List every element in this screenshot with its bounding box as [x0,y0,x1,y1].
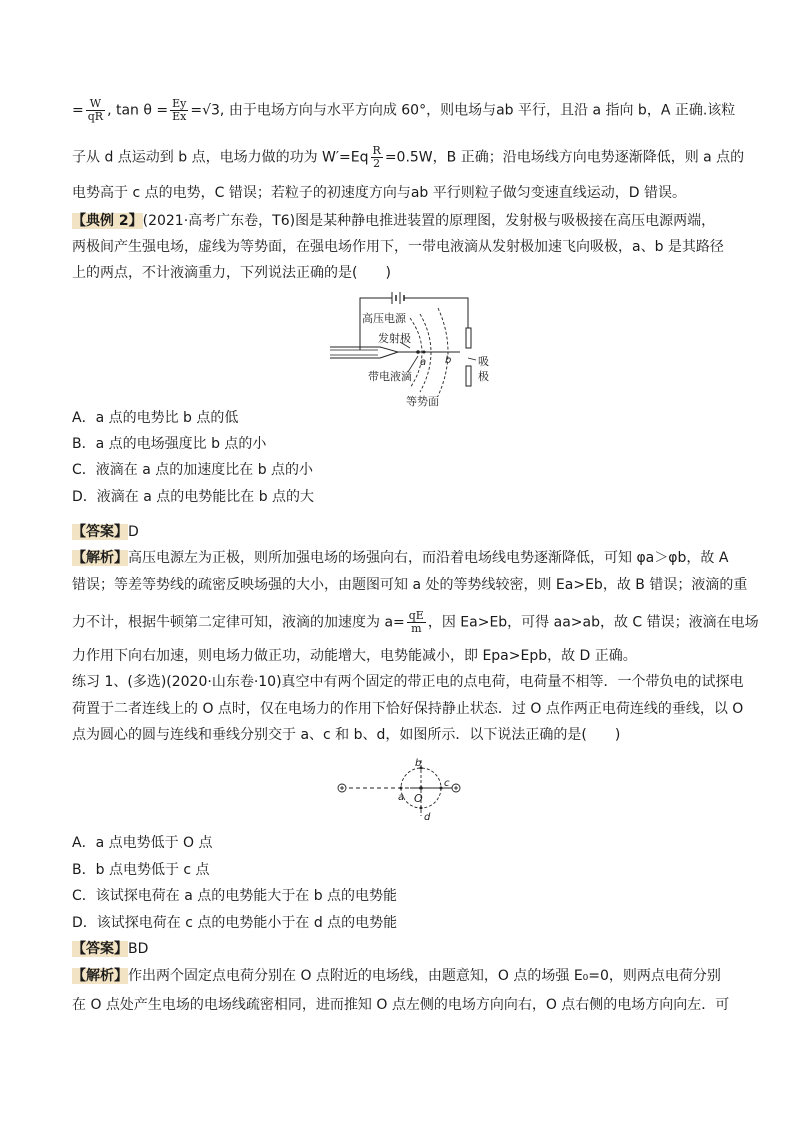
example2-line-2: 两极间产生强电场，虚线为等势面，在强电场作用下，一带电液滴从发射极加速飞向吸极，a、b 是其路径 [72,239,724,255]
label-a: a [398,792,405,803]
absorb-label-1: 吸 [478,355,489,368]
example2-line-3: 上的两点，不计液滴重力，下列说法正确的是( ) [72,265,391,281]
fraction-w-qr: $\frac{W}{qR}$ [87,97,104,123]
example2-option-a: A．a 点的电势比 b 点的低 [72,410,239,426]
example2-option-c: C．液滴在 a 点的加速度比在 b 点的小 [72,462,314,478]
exercise1-answer: 【答案】BD [72,941,149,957]
example2-option-d: D．液滴在 a 点的电势能比在 b 点的大 [72,489,315,505]
exercise1-option-c: C．该试探电荷在 a 点的电势能大于在 b 点的电势能 [72,888,398,904]
drop-label: 带电液滴 [368,370,412,383]
example2-answer: 【答案】D [72,524,139,540]
label-b: b [415,758,422,769]
example2-analysis-4: 力作用下向右加速，则电场力做正功，动能增大，电势能减小，即 Epa>Epb，故 D 正确。 [72,648,637,664]
exercise1-line-3: 点为圆心的圆与连线和垂线分别交于 a、c 和 b、d，如图所示．以下说法正确的是( ) [72,727,621,743]
emitter-label: 发射极 [378,332,411,345]
fraction-ey-ex: $\frac{Ey}{Ex}$ [172,97,187,123]
thruster-diagram [330,290,510,410]
example2-analysis-3: 力不计，根据牛顿第二定律可知，液滴的加速度为 a= $\frac{qE}{m}$ ，因 Ea>Eb，可得 aa>ab，故 C 错误；液滴在电场 [72,609,759,635]
eq-prefix: = [72,102,84,119]
point-a: a [420,357,427,368]
example2-analysis-1: 【解析】高压电源左为正极，则所加强电场的场强向右，而沿着电场线电势逐渐降低，可知 φa＞φb，故 A [72,550,729,566]
example-tag: 【典例 2】 [72,213,143,229]
example2-line-1: 【典例 2】(2021·高考广东卷，T6)图是某种静电推进装置的原理图，发射极与吸极接在高压电源两端， [72,213,716,229]
solution-line-1 [72,98,735,123]
label-c: c [444,778,450,789]
solution-line-3: 电势高于 c 点的电势，C 错误；若粒子的初速度方向与ab 平行则粒子做匀变速直线运动，D 错误。 [72,185,686,201]
label-o: O [414,792,423,805]
fraction-r-2: $\frac{R}{2}$ [372,144,381,170]
tan-text: , tan θ = [107,102,169,119]
example2-option-b: B．a 点的电场强度比 b 点的小 [72,436,267,452]
point-b: b [445,355,452,366]
exercise1-line-1: 练习 1、(多选)(2020·山东卷·10)真空中有两个固定的带正电的点电荷，电荷量不相等．一个带负电的试探电 [72,674,744,690]
exercise1-analysis-2: 在 O 点处产生电场的电场线疏密相同，进而推知 O 点左侧的电场方向向右，O 点右侧的电场方向向左．可 [72,997,730,1013]
label-d: d [424,812,431,823]
exercise1-option-a: A．a 点电势低于 O 点 [72,835,213,851]
equi-label: 等势面 [406,395,439,408]
exercise1-line-2: 荷置于二者连线上的 O 点时，仅在电场力的作用下恰好保持静止状态．过 O 点作两正电荷连线的垂线，以 O [72,701,744,717]
fraction-qe-m: $\frac{qE}{m}$ [408,609,424,635]
power-label: 高压电源 [362,312,406,325]
absorb-label-2: 极 [478,370,489,383]
exercise1-analysis-1: 【解析】作出两个固定点电荷分别在 O 点附近的电场线，由题意知，O 点的场强 E₀=0，则两点电荷分别 [72,968,721,984]
charges-diagram [330,752,470,824]
eq-rest: =√3, 由于电场方向与水平方向成 60°，则电场与ab 平行，且沿 a 指向 b，A 正确.该粒 [190,102,736,119]
exercise1-option-b: B．b 点电势低于 c 点 [72,862,210,878]
exercise1-option-d: D．该试探电荷在 c 点的电势能小于在 d 点的电势能 [72,915,398,931]
solution-line-2: 子从 d 点运动到 b 点，电场力做的功为 W′=Eq $\frac{R}{2}$ =0.5W，B 正确；沿电场线方向电势逐渐降低，则 a 点的 [72,144,745,170]
example2-analysis-2: 错误；等差等势线的疏密反映场强的大小，由题图可知 a 处的等势线较密，则 Ea>Eb，故 B 错误；液滴的重 [72,577,748,593]
